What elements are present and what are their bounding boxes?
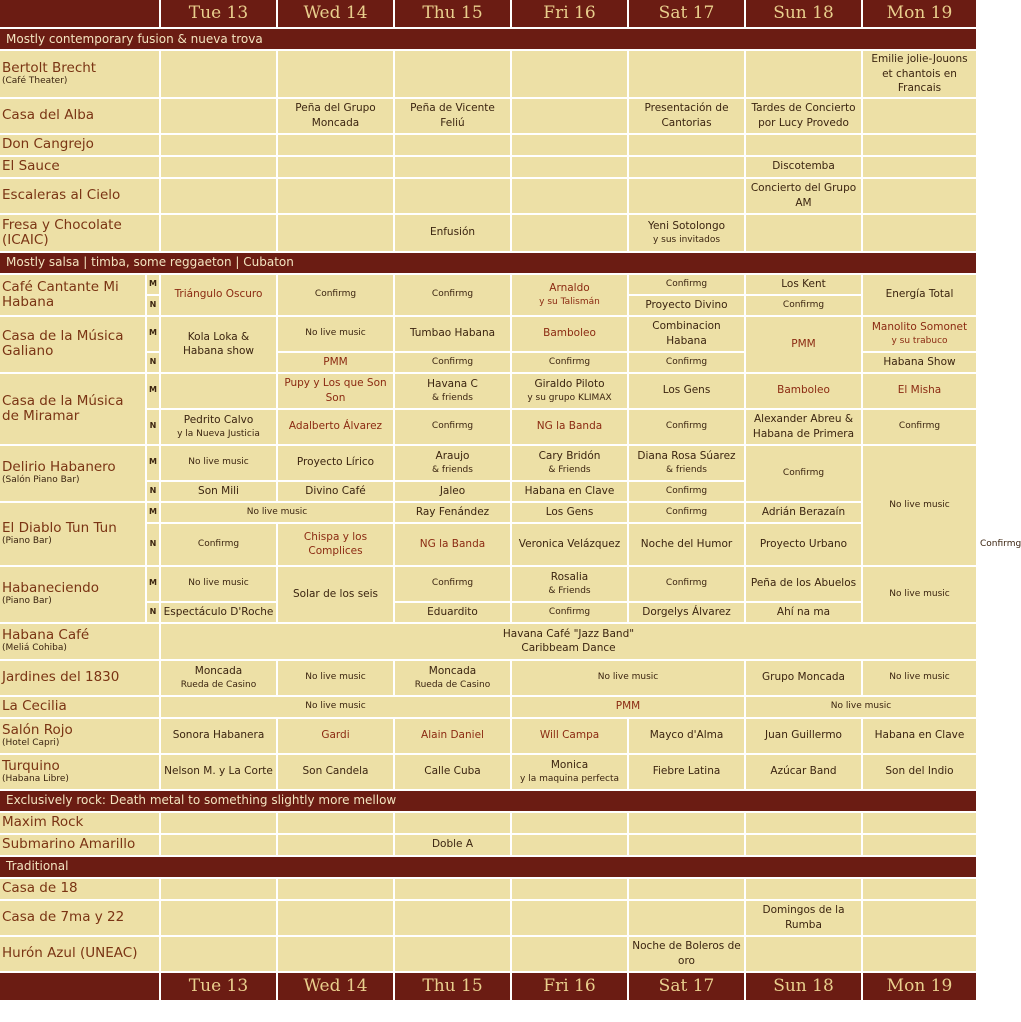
event-cell: No live music <box>863 661 976 695</box>
venue-name[interactable]: El Diablo Tun Tun (Piano Bar) <box>0 503 145 565</box>
event-cell: Habana en Clave <box>863 719 976 753</box>
event-cell: Jaleo <box>395 482 510 501</box>
empty-cell <box>629 901 744 935</box>
venue-name[interactable]: Hurón Azul (UNEAC) <box>0 937 159 971</box>
event-cell: Ray Fenández <box>395 503 510 522</box>
event-cell: Confirmg <box>395 410 510 444</box>
empty-cell <box>512 157 627 177</box>
event-cell: Confirmg <box>629 503 744 522</box>
event-cell: Discotemba <box>746 157 861 177</box>
event-cell: Mayco d'Alma <box>629 719 744 753</box>
event-cell: Calle Cuba <box>395 755 510 789</box>
header-corner <box>0 973 159 1000</box>
event-cell: Confirmg <box>746 446 861 501</box>
venue-name[interactable]: Fresa y Chocolate (ICAIC) <box>0 215 159 251</box>
empty-cell <box>395 135 510 155</box>
day-header-wed: Wed 14 <box>278 0 393 27</box>
day-header-fri: Fri 16 <box>512 973 627 1000</box>
empty-cell <box>395 879 510 899</box>
empty-cell <box>512 99 627 133</box>
event-cell: Azúcar Band <box>746 755 861 789</box>
event-cell: Bamboleo <box>512 317 627 351</box>
venue-row-alba <box>0 99 978 133</box>
venue-row-habaneciendo-n <box>0 603 978 622</box>
empty-cell <box>629 835 744 855</box>
empty-cell <box>512 901 627 935</box>
event-cell: Dorgelys Álvarez <box>629 603 744 622</box>
empty-cell <box>863 179 976 213</box>
venue-name[interactable]: La Cecilia <box>0 697 159 717</box>
night-mark: N <box>147 353 159 372</box>
empty-cell <box>746 937 861 971</box>
section-rock: Exclusively rock: Death metal to something slightly more mellow <box>0 791 976 811</box>
event-cell: Emilie jolie-Jouons et chantois en Francais <box>863 51 976 97</box>
event-cell: Confirmg <box>395 353 510 372</box>
empty-cell <box>395 937 510 971</box>
empty-cell <box>746 135 861 155</box>
event-cell: Confirmg <box>161 524 276 565</box>
event-cell: No live music <box>161 567 276 601</box>
matinee-mark: M <box>147 275 159 294</box>
day-header-thu: Thu 15 <box>395 973 510 1000</box>
event-cell: Son Mili <box>161 482 276 501</box>
night-mark: N <box>147 296 159 315</box>
empty-cell <box>629 179 744 213</box>
venue-row-maxim <box>0 813 978 833</box>
event-cell: Giraldo Piloto y su grupo KLIMAX <box>512 374 627 408</box>
empty-cell <box>746 879 861 899</box>
empty-cell <box>278 813 393 833</box>
event-cell: Fiebre Latina <box>629 755 744 789</box>
empty-cell <box>395 813 510 833</box>
empty-cell <box>161 879 276 899</box>
venue-row-diablo-m <box>0 503 978 522</box>
venue-row-miramar-n <box>0 410 978 444</box>
event-cell: Tumbao Habana <box>395 317 510 351</box>
empty-cell <box>278 901 393 935</box>
event-cell: Confirmg <box>395 275 510 315</box>
header-row-bottom <box>0 973 978 1000</box>
event-cell: Araujo & friends <box>395 446 510 480</box>
empty-cell <box>161 937 276 971</box>
event-cell: Confirmg <box>863 410 976 444</box>
empty-cell <box>512 835 627 855</box>
event-cell: Los Gens <box>512 503 627 522</box>
venue-name[interactable]: Submarino Amarillo <box>0 835 159 855</box>
venue-row-cangrejo <box>0 135 978 155</box>
venue-name[interactable]: Don Cangrejo <box>0 135 159 155</box>
venue-row-submarino <box>0 835 978 855</box>
day-header-thu: Thu 15 <box>395 0 510 27</box>
empty-cell <box>629 813 744 833</box>
empty-cell <box>278 937 393 971</box>
event-cell: Havana Café "Jazz Band" Caribbeam Dance <box>161 624 976 659</box>
venue-row-cecilia <box>0 697 978 717</box>
event-cell: Espectáculo D'Roche <box>161 603 276 622</box>
empty-cell <box>161 835 276 855</box>
event-cell: Adalberto Álvarez <box>278 410 393 444</box>
empty-cell <box>629 135 744 155</box>
venue-row-huron <box>0 937 978 971</box>
day-header-mon: Mon 19 <box>863 0 976 27</box>
event-cell: NG la Banda <box>395 524 510 565</box>
venue-name[interactable]: Casa de 7ma y 22 <box>0 901 159 935</box>
empty-cell <box>395 901 510 935</box>
empty-cell <box>512 937 627 971</box>
matinee-mark: M <box>147 446 159 480</box>
event-cell: Confirmg <box>395 567 510 601</box>
venue-row-cantante-m <box>0 275 978 294</box>
venue-row-brecht <box>0 51 978 97</box>
event-cell: Bamboleo <box>746 374 861 408</box>
venue-name[interactable]: Turquino (Habana Libre) <box>0 755 159 789</box>
night-mark: N <box>147 482 159 501</box>
empty-cell <box>512 879 627 899</box>
day-header-sun: Sun 18 <box>746 973 861 1000</box>
event-cell: Moncada Rueda de Casino <box>395 661 510 695</box>
empty-cell <box>278 157 393 177</box>
event-cell: PMM <box>512 697 744 717</box>
event-cell: Alain Daniel <box>395 719 510 753</box>
empty-cell <box>746 215 861 251</box>
event-cell: Confirmg <box>746 296 861 315</box>
day-header-sat: Sat 17 <box>629 0 744 27</box>
venue-row-jardines <box>0 661 978 695</box>
venue-name[interactable]: Jardines del 1830 <box>0 661 159 695</box>
event-cell: Arnaldo y su Talismán <box>512 275 627 315</box>
empty-cell <box>629 51 744 97</box>
event-cell: Presentación de Cantorias <box>629 99 744 133</box>
day-header-sat: Sat 17 <box>629 973 744 1000</box>
event-cell: Diana Rosa Súarez & friends <box>629 446 744 480</box>
day-header-tue: Tue 13 <box>161 973 276 1000</box>
event-cell: Los Kent <box>746 275 861 294</box>
event-cell: No live music <box>161 503 393 522</box>
event-cell: Veronica Velázquez <box>512 524 627 565</box>
empty-cell <box>863 215 976 251</box>
empty-cell <box>395 157 510 177</box>
event-cell: Confirmg <box>629 410 744 444</box>
day-header-wed: Wed 14 <box>278 973 393 1000</box>
event-cell: Moncada Rueda de Casino <box>161 661 276 695</box>
venue-row-sauce <box>0 157 978 177</box>
section-salsa: Mostly salsa | timba, some reggaeton | Cubaton <box>0 253 976 273</box>
event-cell: Confirmg <box>512 353 627 372</box>
empty-cell <box>161 51 276 97</box>
venue-name[interactable]: Escaleras al Cielo <box>0 179 159 213</box>
day-header-mon: Mon 19 <box>863 973 976 1000</box>
empty-cell <box>395 51 510 97</box>
matinee-mark: M <box>147 503 159 522</box>
empty-cell <box>863 813 976 833</box>
empty-cell <box>161 179 276 213</box>
event-cell: Adrián Berazaín <box>746 503 861 522</box>
empty-cell <box>863 835 976 855</box>
event-cell: Nelson M. y La Corte <box>161 755 276 789</box>
event-cell: Rosalia & Friends <box>512 567 627 601</box>
empty-cell <box>161 813 276 833</box>
venue-row-diablo-n: N Confirmg Chispa y los Complices NG la Banda Veronica Velázquez Noche del Humor Proyecto Urbano Confirmg <box>0 524 978 565</box>
event-cell: Confirmg <box>629 567 744 601</box>
event-cell: Son Candela <box>278 755 393 789</box>
venue-row-fresa <box>0 215 978 251</box>
event-cell: No live music <box>863 567 976 622</box>
venue-name[interactable]: Casa de la Música de Miramar <box>0 374 145 444</box>
event-cell: Manolito Somonet y su trabuco <box>863 317 976 351</box>
empty-cell <box>863 135 976 155</box>
event-cell: Domingos de la Rumba <box>746 901 861 935</box>
event-cell: Proyecto Divino <box>629 296 744 315</box>
day-header-tue: Tue 13 <box>161 0 276 27</box>
venue-name[interactable]: Casa de la Música Galiano <box>0 317 145 372</box>
event-cell: No live music <box>278 661 393 695</box>
section-fusion: Mostly contemporary fusion & nueva trova <box>0 29 976 49</box>
event-cell: Grupo Moncada <box>746 661 861 695</box>
empty-cell <box>512 215 627 251</box>
empty-cell <box>278 879 393 899</box>
event-cell: Energía Total <box>863 275 976 315</box>
venue-name[interactable]: Maxim Rock <box>0 813 159 833</box>
header-corner <box>0 0 159 27</box>
empty-cell <box>746 51 861 97</box>
event-cell: Habana Show <box>863 353 976 372</box>
venue-name[interactable]: Café Cantante Mi Habana <box>0 275 145 315</box>
empty-cell <box>161 99 276 133</box>
event-cell: Sonora Habanera <box>161 719 276 753</box>
venue-row-salon <box>0 719 978 753</box>
event-cell: Son del Indio <box>863 755 976 789</box>
event-cell: Divino Café <box>278 482 393 501</box>
day-header-sun: Sun 18 <box>746 0 861 27</box>
event-cell: Confirmg <box>629 353 744 372</box>
venue-name[interactable]: Casa del Alba <box>0 99 159 133</box>
venue-name[interactable]: El Sauce <box>0 157 159 177</box>
event-cell: Ahí na ma <box>746 603 861 622</box>
event-cell: Noche del Humor <box>629 524 744 565</box>
event-cell: Kola Loka & Habana show <box>161 317 276 372</box>
venue-row-miramar-m <box>0 374 978 408</box>
header-row-top <box>0 0 978 27</box>
empty-cell <box>512 51 627 97</box>
event-cell: Habana en Clave <box>512 482 627 501</box>
event-cell: Peña del Grupo Moncada <box>278 99 393 133</box>
event-cell: Confirmg <box>629 482 744 501</box>
empty-cell <box>863 901 976 935</box>
venue-name[interactable]: Bertolt Brecht (Café Theater) <box>0 51 159 97</box>
event-cell: No live music <box>512 661 744 695</box>
empty-cell <box>278 135 393 155</box>
event-cell: Eduardito <box>395 603 510 622</box>
empty-cell <box>512 813 627 833</box>
venue-row-casa7 <box>0 901 978 935</box>
venue-row-escaleras <box>0 179 978 213</box>
empty-cell <box>863 157 976 177</box>
event-cell: Chispa y los Complices <box>278 524 393 565</box>
empty-cell <box>161 135 276 155</box>
event-cell: No live music <box>278 317 393 351</box>
night-mark: N <box>147 410 159 444</box>
event-cell: PMM <box>746 317 861 372</box>
event-cell: Havana C & friends <box>395 374 510 408</box>
event-cell: Enfusión <box>395 215 510 251</box>
empty-cell <box>278 179 393 213</box>
empty-cell <box>512 179 627 213</box>
event-cell: Tardes de Concierto por Lucy Provedo <box>746 99 861 133</box>
event-cell: Confirmg <box>512 603 627 622</box>
venue-row-casa18 <box>0 879 978 899</box>
event-cell: NG la Banda <box>512 410 627 444</box>
event-cell: No live music <box>746 697 976 717</box>
event-cell: Confirmg <box>629 275 744 294</box>
venue-name[interactable]: Casa de 18 <box>0 879 159 899</box>
venue-row-habanacafe <box>0 624 978 659</box>
event-cell: Concierto del Grupo AM <box>746 179 861 213</box>
event-cell: Proyecto Lírico <box>278 446 393 480</box>
venue-row-delirio-m <box>0 446 978 480</box>
event-cell: Solar de los seis <box>278 567 393 622</box>
event-cell: Monica y la maquina perfecta <box>512 755 627 789</box>
venue-row-habaneciendo-m <box>0 567 978 601</box>
venue-row-galiano-m <box>0 317 978 351</box>
event-cell: PMM <box>278 353 393 372</box>
event-cell: Juan Guillermo <box>746 719 861 753</box>
night-mark: N <box>147 524 159 565</box>
empty-cell <box>161 374 276 408</box>
matinee-mark: M <box>147 567 159 601</box>
event-cell: Cary Bridón & Friends <box>512 446 627 480</box>
matinee-mark: M <box>147 374 159 408</box>
matinee-mark: M <box>147 317 159 351</box>
empty-cell <box>161 215 276 251</box>
venue-name[interactable]: Delirio Habanero (Salón Piano Bar) <box>0 446 145 501</box>
event-cell: No live music <box>863 446 976 565</box>
event-cell: No live music <box>161 697 510 717</box>
empty-cell <box>512 135 627 155</box>
event-cell: Pupy y Los que Son Son <box>278 374 393 408</box>
empty-cell <box>863 879 976 899</box>
empty-cell <box>863 937 976 971</box>
venue-name[interactable]: Habaneciendo (Piano Bar) <box>0 567 145 622</box>
event-cell: Yeni Sotolongo y sus invitados <box>629 215 744 251</box>
event-cell: Confirmg <box>278 275 393 315</box>
empty-cell <box>746 813 861 833</box>
empty-cell <box>278 835 393 855</box>
event-cell: Will Campa <box>512 719 627 753</box>
event-cell: Doble A <box>395 835 510 855</box>
venue-name[interactable]: Salón Rojo (Hotel Capri) <box>0 719 159 753</box>
empty-cell <box>746 835 861 855</box>
empty-cell <box>629 157 744 177</box>
event-cell: Combinacion Habana <box>629 317 744 351</box>
event-cell: Peña de Vicente Feliú <box>395 99 510 133</box>
empty-cell <box>629 879 744 899</box>
empty-cell <box>278 215 393 251</box>
night-mark: N <box>147 603 159 622</box>
section-traditional: Traditional <box>0 857 976 877</box>
venue-name[interactable]: Habana Café (Meliá Cohiba) <box>0 624 159 659</box>
event-cell: Alexander Abreu & Habana de Primera <box>746 410 861 444</box>
empty-cell <box>161 157 276 177</box>
empty-cell <box>161 901 276 935</box>
event-cell: El Misha <box>863 374 976 408</box>
event-cell: Noche de Boleros de oro <box>629 937 744 971</box>
event-cell: Proyecto Urbano <box>746 524 861 565</box>
event-cell: Triángulo Oscuro <box>161 275 276 315</box>
venue-row-turquino <box>0 755 978 789</box>
event-cell: Gardi <box>278 719 393 753</box>
event-cell: Pedrito Calvo y la Nueva Justicia <box>161 410 276 444</box>
empty-cell <box>863 99 976 133</box>
empty-cell <box>278 51 393 97</box>
event-cell: Peña de los Abuelos <box>746 567 861 601</box>
empty-cell <box>395 179 510 213</box>
event-cell: No live music <box>161 446 276 480</box>
event-cell: Los Gens <box>629 374 744 408</box>
day-header-fri: Fri 16 <box>512 0 627 27</box>
